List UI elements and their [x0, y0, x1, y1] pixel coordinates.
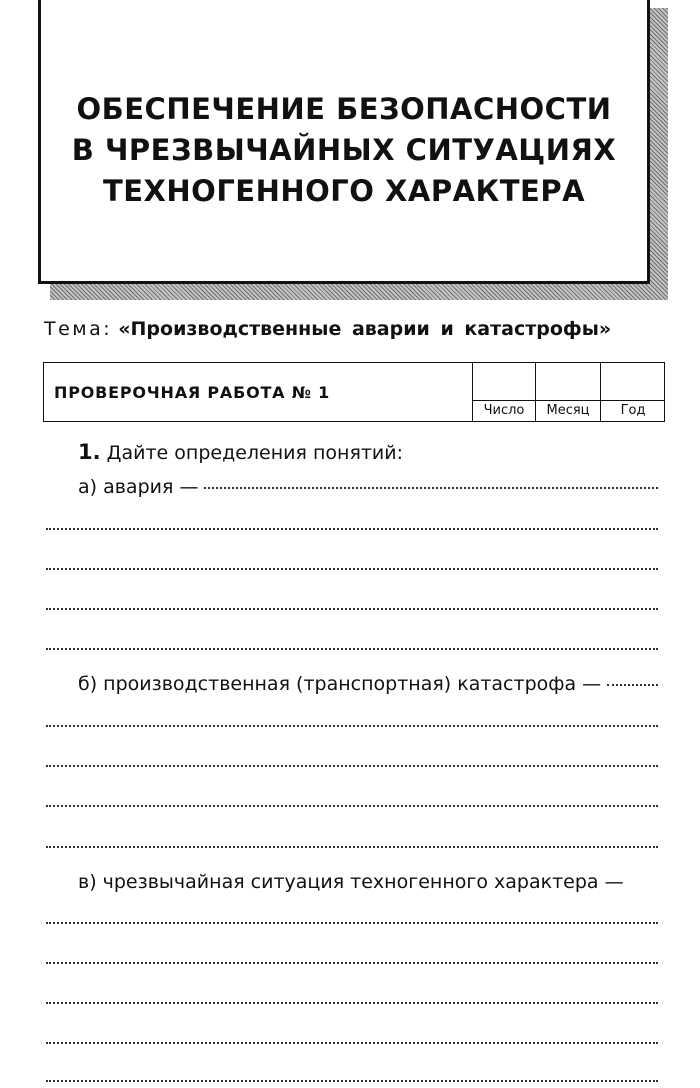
day-label: Число	[483, 402, 525, 418]
answer-line[interactable]	[607, 684, 658, 686]
topic-label: Тема:	[44, 318, 113, 340]
task-text: Дайте определения понятий:	[106, 442, 404, 464]
date-cell-month	[536, 362, 601, 422]
date-cell-year	[601, 362, 665, 422]
title-box	[38, 0, 650, 284]
task-heading	[78, 440, 403, 464]
answer-line[interactable]	[46, 608, 658, 610]
topic-line	[44, 318, 611, 340]
test-title: ПРОВЕРОЧНАЯ РАБОТА № 1	[54, 383, 331, 402]
title-line-2: В ЧРЕЗВЫЧАЙНЫХ СИТУАЦИЯХ	[71, 133, 617, 167]
test-header-table	[43, 362, 665, 422]
definition-item-a	[78, 476, 658, 498]
date-cell-day	[473, 362, 536, 422]
answer-line[interactable]	[46, 846, 658, 848]
definition-label-c: в) чрезвычайная ситуация техногенного характера —	[78, 871, 624, 893]
answer-line[interactable]	[46, 1080, 658, 1082]
definition-item-b	[78, 673, 658, 695]
answer-line[interactable]	[46, 1042, 658, 1044]
title-line-1: ОБЕСПЕЧЕНИЕ БЕЗОПАСНОСТИ	[76, 92, 612, 126]
date-grid	[472, 362, 665, 422]
answer-line[interactable]	[46, 725, 658, 727]
answer-line[interactable]	[46, 648, 658, 650]
task-number: 1.	[78, 440, 101, 464]
month-input-box[interactable]	[536, 362, 600, 401]
answer-line[interactable]	[46, 1002, 658, 1004]
definition-item-c	[78, 871, 660, 893]
answer-line[interactable]	[46, 805, 658, 807]
day-input-box[interactable]	[473, 362, 535, 401]
definition-label-b: б) производственная (транспортная) катастрофа —	[78, 673, 602, 695]
month-label: Месяц	[546, 402, 590, 418]
answer-line[interactable]	[46, 922, 658, 924]
title-line-3: ТЕХНОГЕННОГО ХАРАКТЕРА	[102, 174, 586, 208]
answer-line[interactable]	[46, 528, 658, 530]
definition-label-a: а) авария —	[78, 476, 199, 498]
answer-line[interactable]	[46, 765, 658, 767]
answer-line[interactable]	[46, 568, 658, 570]
answer-line[interactable]	[204, 487, 658, 489]
topic-value: «Производственные аварии и катастрофы»	[118, 318, 612, 340]
year-input-box[interactable]	[601, 362, 665, 401]
year-label: Год	[620, 402, 646, 418]
answer-line[interactable]	[46, 962, 658, 964]
